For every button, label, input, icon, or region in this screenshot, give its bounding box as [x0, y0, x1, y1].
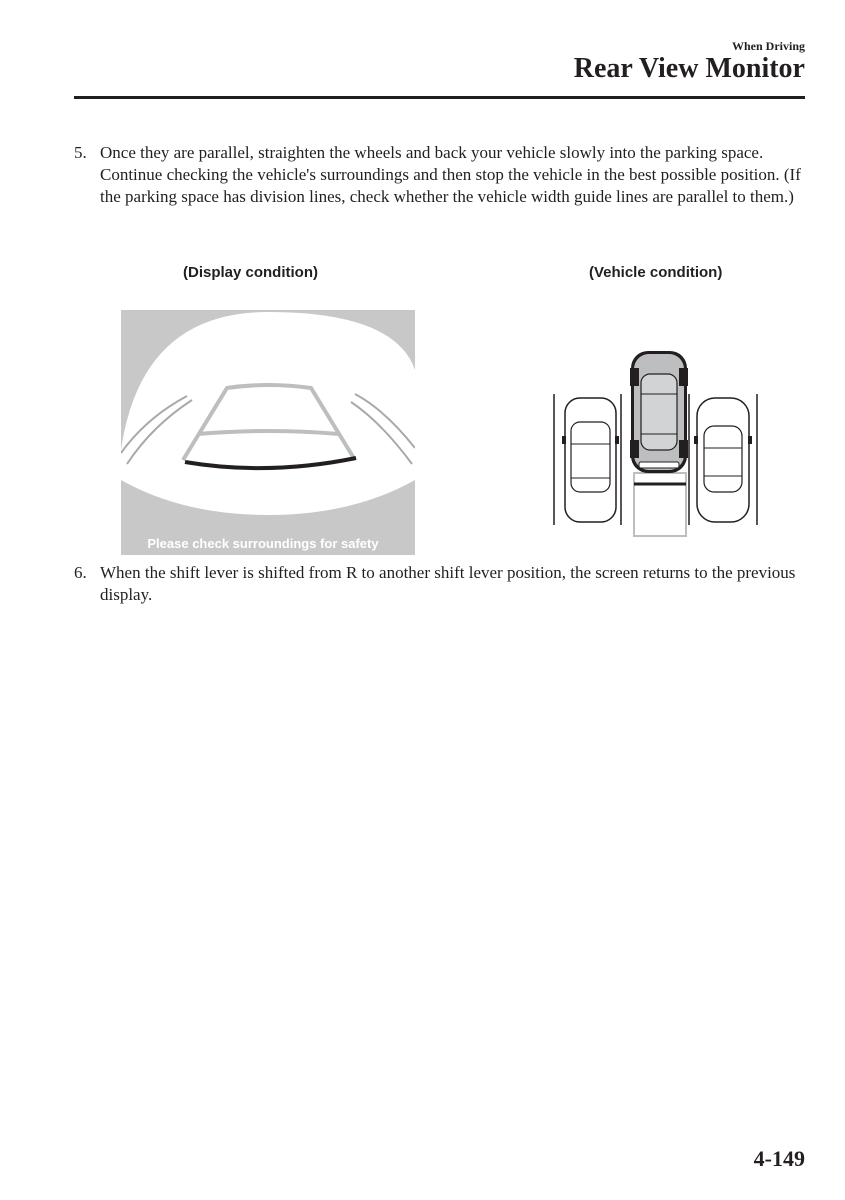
right-parked-car	[694, 398, 752, 522]
safety-message: Please check surroundings for safety	[147, 536, 379, 551]
display-caption: (Display condition)	[183, 264, 318, 281]
target-parking-space	[634, 473, 686, 536]
step-number: 5.	[74, 143, 87, 162]
own-vehicle	[630, 351, 688, 473]
step-text: When the shift lever is shifted from R to another shift lever position, the screen returns to the previous display.	[100, 563, 796, 604]
display-condition-figure	[121, 310, 415, 555]
page-number: 4-149	[753, 1146, 805, 1171]
left-parked-car	[562, 398, 619, 522]
page-title: Rear View Monitor	[573, 53, 805, 84]
vehicle-caption: (Vehicle condition)	[589, 264, 723, 281]
step-text: Once they are parallel, straighten the wheels and back your vehicle slowly into the parking space. Continue checking the vehicle's surroundings and then stop the vehicle in the best possible position. (If the parking space has division lines, check whether the vehicle width guide lines are parallel to them.)	[100, 143, 801, 206]
step-5	[74, 142, 809, 208]
section-label: When Driving	[731, 39, 805, 53]
vehicle-condition-figure	[550, 348, 765, 543]
step-number: 6.	[74, 563, 87, 582]
step-6	[74, 562, 809, 606]
title-rule	[74, 96, 805, 99]
